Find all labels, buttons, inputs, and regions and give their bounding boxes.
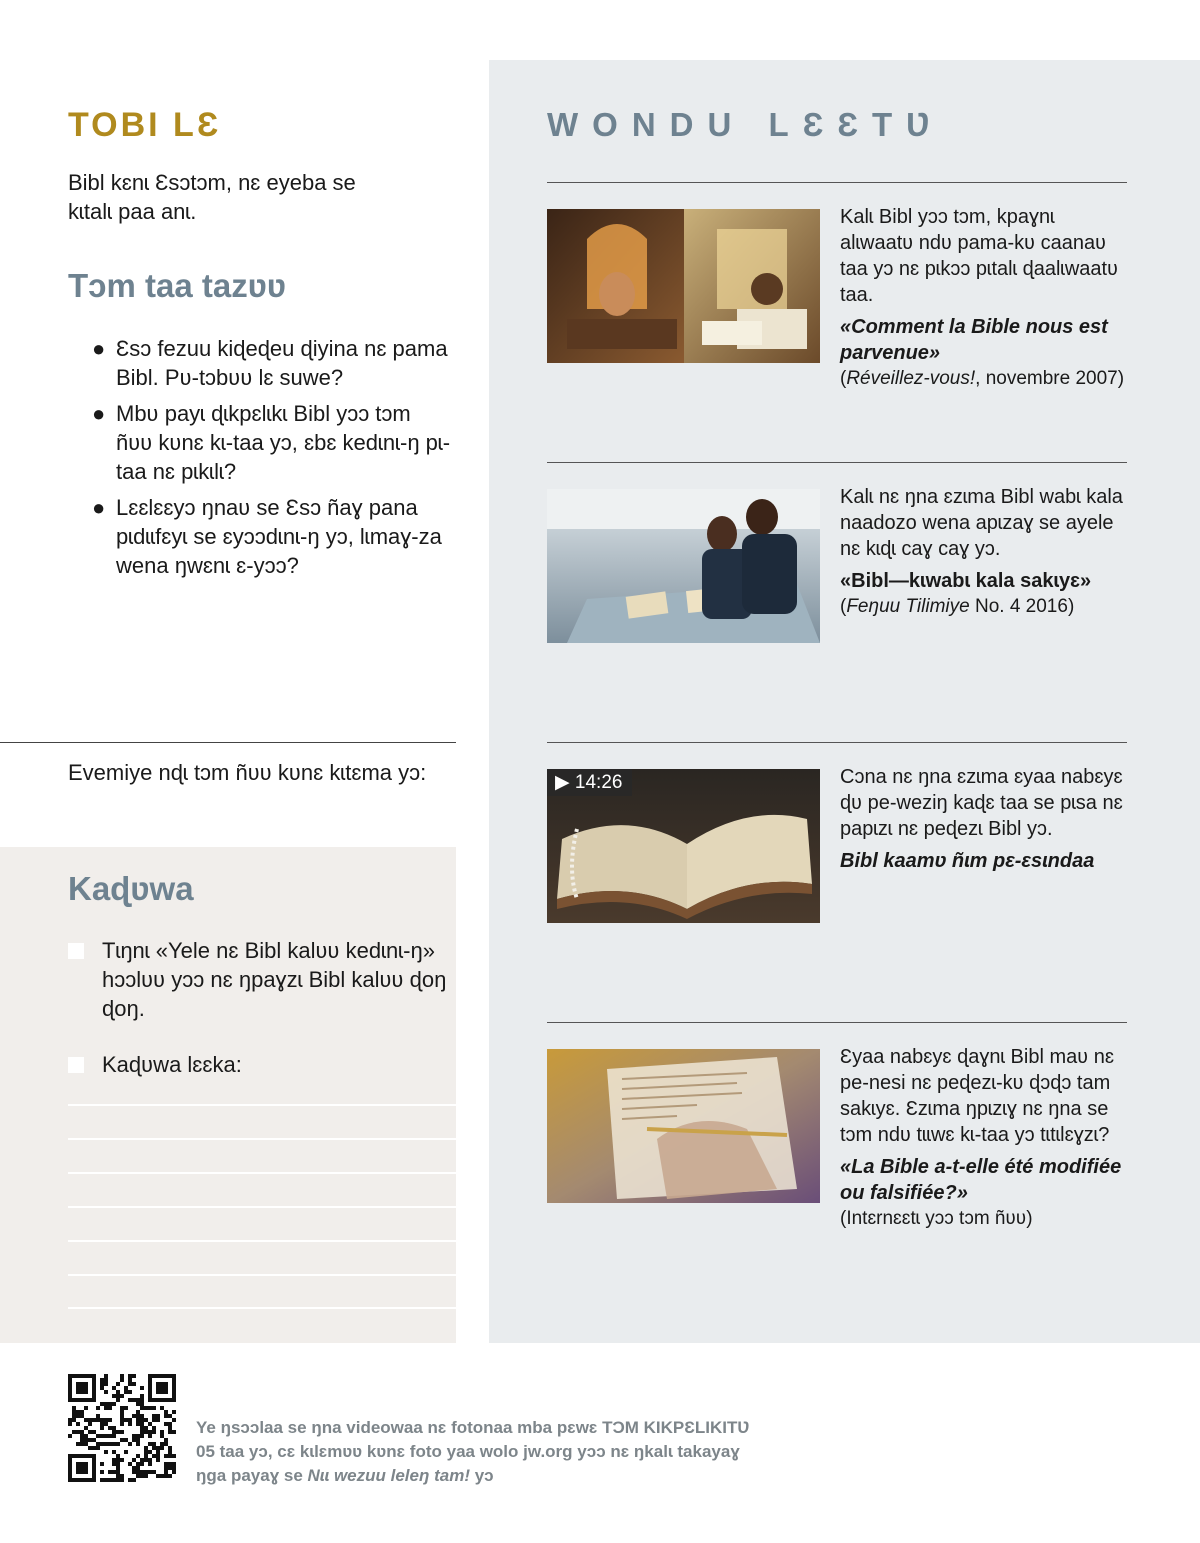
resource-divider	[547, 462, 1127, 463]
list-item: ● Mbʋ payɩ ɖɩkpɛlɩkɩ Bibl yɔɔ tɔm ñʋʋ kʋnɛ kɩ-taa yɔ, ɛbɛ kedɩnɩ-ŋ pɩ-taa nɛ pɩkɩlɩ?	[92, 401, 451, 484]
write-line[interactable]	[68, 1240, 456, 1242]
goal-item-reading: Tɩŋnɩ «Yele nɛ Bibl kalʋʋ kedɩnɩ-ŋ» hɔɔlʋʋ yɔɔ nɛ ŋpaɣzɩ Bibl kalʋʋ ɖoŋ ɖoŋ.	[68, 936, 448, 1023]
resource-source: (Feŋuu Tilimiye No. 4 2016)	[840, 596, 1075, 617]
writing-hand-photo-icon	[547, 1049, 820, 1203]
bullet-icon: ●	[92, 401, 106, 426]
resource-image-scribes[interactable]	[547, 209, 820, 363]
bullet-icon: ●	[92, 495, 106, 520]
goal-item-other: Kaɖʋwa lɛɛka:	[68, 1050, 448, 1079]
resource-divider	[547, 1022, 1127, 1023]
qr-code[interactable]	[68, 1374, 176, 1482]
write-line[interactable]	[68, 1307, 456, 1309]
resource-link[interactable]: «Comment la Bible nous est parvenue»	[840, 316, 1108, 364]
museum-photo-icon	[547, 489, 820, 643]
resource-source: (Réveillez-vous!, novembre 2007)	[840, 368, 1125, 389]
goal-checkbox[interactable]	[68, 943, 84, 959]
write-line[interactable]	[68, 1274, 456, 1276]
resource-link[interactable]: «Bibl—kɩwabɩ kala sakɩyɛ»	[840, 570, 1092, 592]
intro-title: TOBI LƐ	[68, 106, 222, 144]
resource-link[interactable]: «La Bible a-t-elle été modifiée ou falsifiée?»	[840, 1156, 1122, 1204]
video-duration-badge: ▶ 14:26	[547, 769, 632, 796]
play-icon: ▶	[555, 772, 570, 793]
write-line[interactable]	[68, 1104, 456, 1106]
write-line[interactable]	[68, 1172, 456, 1174]
resource-text: Cɔna nɛ ŋna ɛzɩma ɛyaa nabɛyɛ ɖʋ pe-weziŋ kaɖɛ taa se pɩsa nɛ papɩzɩ nɛ peɖezɩ Bibl yɔ. Bibl kaamʋ ñɩm pɛ-ɛsɩndaa	[840, 764, 1130, 874]
write-line[interactable]	[68, 1138, 456, 1140]
questions-list	[92, 334, 452, 587]
goal-checkbox[interactable]	[68, 1057, 84, 1073]
resource-text: Ɛyaa nabɛyɛ ɖaɣnɩ Bibl maʋ nɛ pe-nesi nɛ peɖezɩ-kʋ ɖɔɖɔ tam sakɩyɛ. Ɛzɩma ŋpɩzɩɣ nɛ ŋna se tɔm ndʋ tɩɩwɛ kɩ-taa yɔ tɩtɩlɛɣzɩ? «La Bible a-t-elle été modifiée ou falsifiée?» (Intɛrnɛɛtɩ yɔɔ tɔm ñʋʋ)	[840, 1044, 1130, 1232]
resource-image-manuscript[interactable]	[547, 1049, 820, 1203]
scribes-illustration-icon	[547, 209, 820, 363]
bullet-icon: ●	[92, 336, 106, 361]
list-item: ● Ɛsɔ fezuu kiɖeɖeu ɖiyina nɛ pama Bibl. Pʋ-tɔbʋʋ lɛ suwe?	[92, 336, 448, 390]
further-label: Evemiye nɖɩ tɔm ñʋʋ kʋnɛ kɩtɛma yɔ:	[68, 760, 427, 785]
qr-code-icon	[68, 1374, 176, 1482]
resource-divider	[547, 742, 1127, 743]
questions-title: Tɔm taa tazʋʋ	[68, 267, 287, 304]
resource-image-museum[interactable]	[547, 489, 820, 643]
resource-text: Kalɩ nɛ ŋna ɛzɩma Bibl wabɩ kala naadozo wena apɩzaɣ se ayele nɛ kɩɖɩ caɣ caɣ yɔ. «Bibl—kɩwabɩ kala sakɩyɛ» (Feŋuu Tilimiye No. 4 2016)	[840, 484, 1130, 620]
resource-link[interactable]: Bibl kaamʋ ñɩm pɛ-ɛsɩndaa	[840, 850, 1095, 872]
list-item: ● Lɛɛlɛɛyɔ ŋnaʋ se Ɛsɔ ñaɣ pana pɩdɩɩfɛyɩ se ɛyɔɔdɩnɩ-ŋ yɔ, lɩmaɣ-za wena ŋwɛnɩ ɛ-yɔɔ?	[92, 495, 442, 578]
goal-title: Kaɖʋwa	[68, 870, 194, 907]
resource-divider	[547, 182, 1127, 183]
write-line[interactable]	[68, 1206, 456, 1208]
goal-box	[0, 847, 456, 1343]
resource-text: Kalɩ Bibl yɔɔ tɔm, kpaɣnɩ alɩwaatʋ ndʋ pama-kʋ caanaʋ taa yɔ nɛ pɩkɔɔ pɩtalɩ ɖaalɩwaatʋ taa. «Comment la Bible nous est parvenue» (Réveillez-vous!, novembre 2007)	[840, 204, 1130, 392]
footer-text: Ye ŋsɔɔlaa se ŋna videowaa nɛ fotonaa mba pɛwɛ TƆM KƖKPƐLƖKƖTƲ 05 taa yɔ, cɛ kɩlɛmʋʋ kʋnɛ foto yaa wolo jw.org yɔɔ nɛ ŋkalɩ takayaɣ ŋga payaɣ se Nɩɩ wezuu leleŋ tam! yɔ	[196, 1418, 750, 1485]
resource-source: (Intɛrnɛɛtɩ yɔɔ tɔm ñʋʋ)	[840, 1208, 1033, 1229]
resource-video-thumbnail[interactable]	[547, 769, 820, 923]
intro-text: Bibl kɛnɩ Ɛsɔtɔm, nɛ eyeba se kɩtalɩ paa anɩ.	[68, 170, 356, 224]
section-divider	[0, 742, 456, 743]
resources-title: WONDU LƐƐTƲ	[547, 106, 944, 143]
